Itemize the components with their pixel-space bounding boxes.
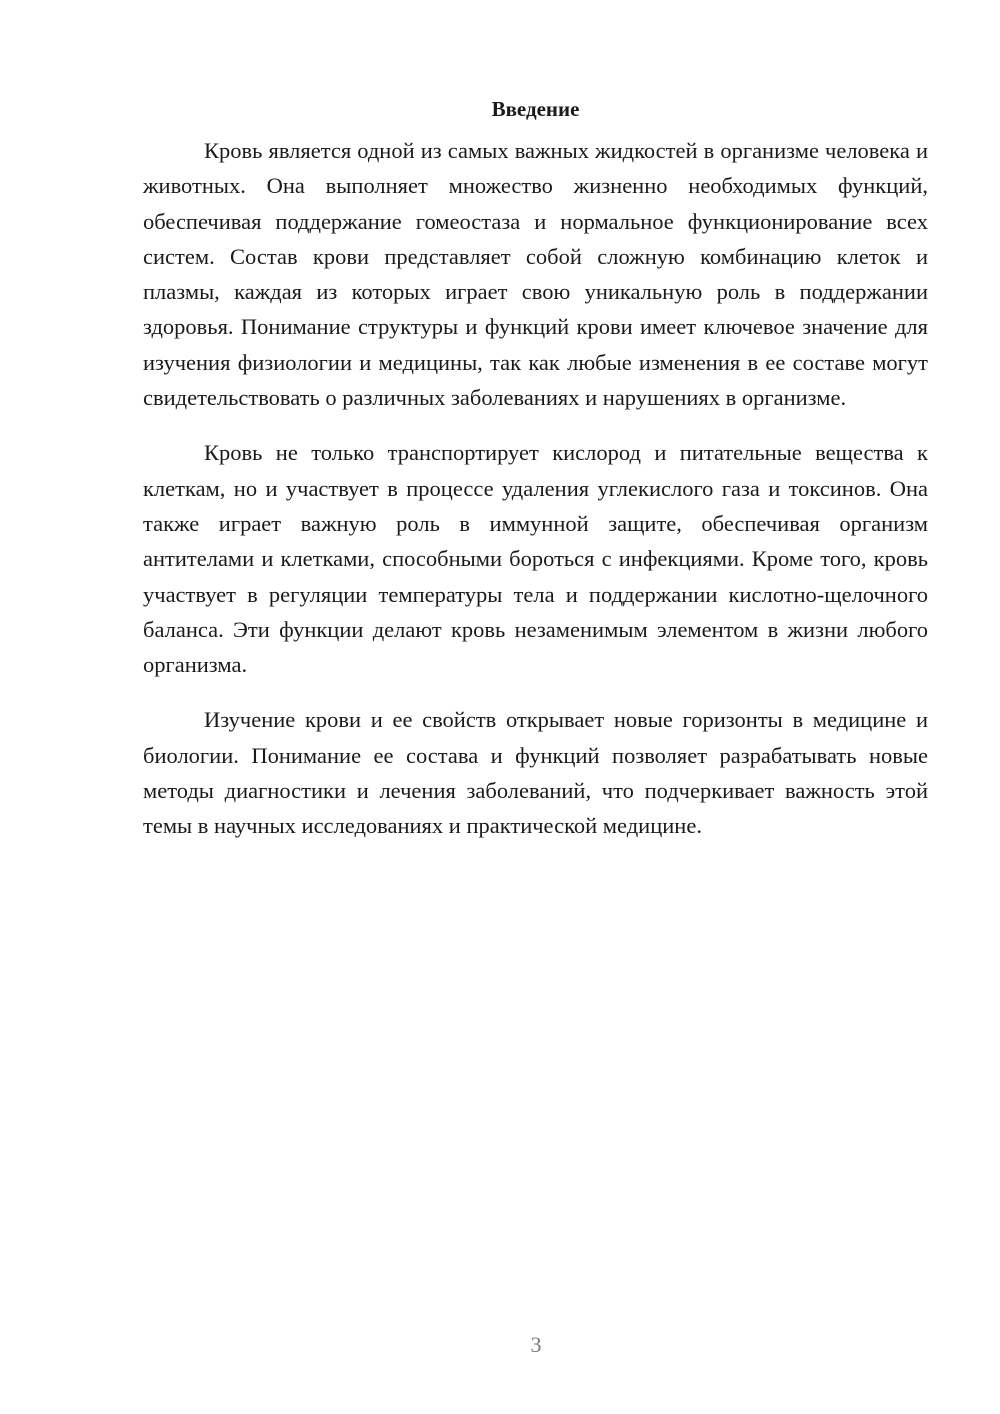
paragraph-1: Кровь является одной из самых важных жидкостей в организме человека и животных. Она выполняет множество жизненно необходимых функций, обеспечивая поддержание гомеостаза и нормальное функционирование всех систем. Состав крови представляет собой сложную комбинацию клеток и плазмы, каждая из которых играет свою уникальную роль в поддержании здоровья. Понимание структуры и функций крови имеет ключевое значение для изучения физиологии и медицины, так как любые изменения в ее составе могут свидетельствовать о различных заболеваниях и нарушениях в организме. <box>143 138 928 411</box>
page-number: 3 <box>530 1332 542 1357</box>
page-content <box>143 92 928 864</box>
section-heading: Введение <box>491 97 580 121</box>
paragraph-2: Кровь не только транспортирует кислород и питательные вещества к клеткам, но и участвует в процессе удаления углекислого газа и токсинов. Она также играет важную роль в иммунной защите, обеспечивая организм антителами и клетками, способными бороться с инфекциями. Кроме того, кровь участвует в регуляции температуры тела и поддержании кислотно-щелочного баланса. Эти функции делают кровь незаменимым элементом в жизни любого организма. <box>143 440 928 678</box>
paragraph-3: Изучение крови и ее свойств открывает новые горизонты в медицине и биологии. Понимание ее состава и функций позволяет разрабатывать новые методы диагностики и лечения заболеваний, что подчеркивает важность этой темы в научных исследованиях и практической медицине. <box>143 707 928 839</box>
